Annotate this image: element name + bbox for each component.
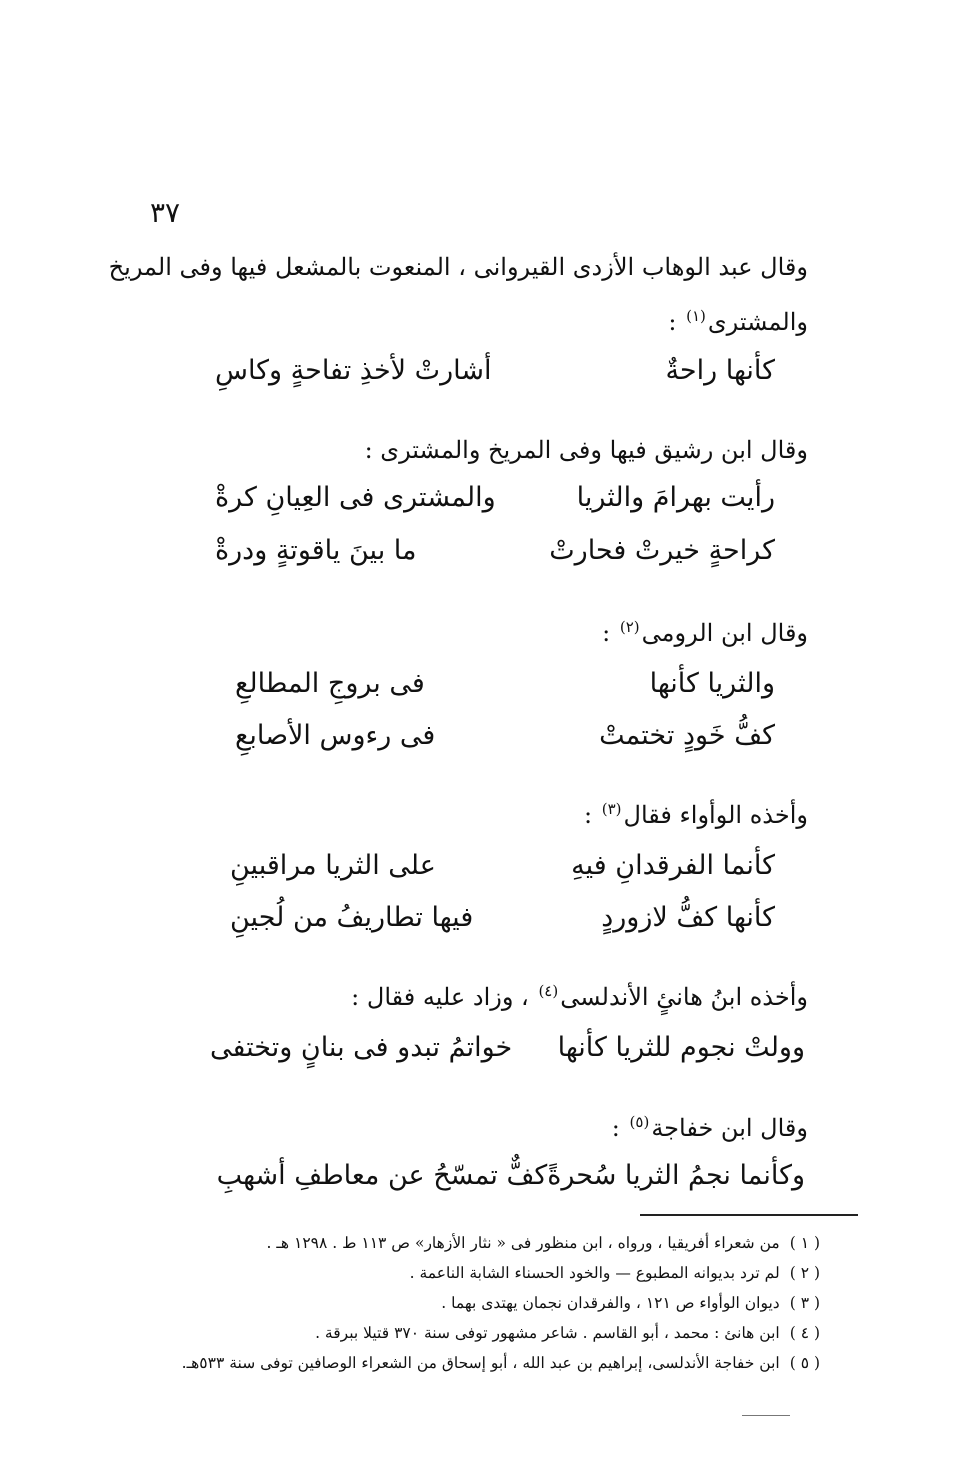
verse-hemistich: فى بروجِ المطالعِ xyxy=(235,668,425,699)
verse-hemistich: أشارتْ لأخذِ تفاحةٍ وكاسِ xyxy=(215,355,492,386)
verse-line xyxy=(216,1160,805,1191)
verse-line xyxy=(235,720,775,751)
footnote-number: ( ٤ ) xyxy=(789,1324,820,1342)
verse-hemistich: كأنما الفرقدانِ فيهِ xyxy=(571,850,775,881)
verse-line xyxy=(235,668,775,699)
footnote-marker: (٤) xyxy=(538,982,559,1000)
footnote xyxy=(315,1324,820,1342)
section-intro xyxy=(602,618,808,647)
intro-text: ، وزاد عليه فقال : xyxy=(351,983,529,1011)
intro-text: وقال ابن رشيق فيها وفى المريخ والمشترى : xyxy=(364,436,808,464)
footnote-divider xyxy=(640,1214,858,1216)
footnote-marker: (١) xyxy=(686,307,706,325)
footnote-text: من شعراء أفريقيا ، ورواه ، ابن منظور فى « نثار الأزهار» ص ١١٣ ط . ١٢٩٨ هـ . xyxy=(266,1234,780,1252)
verse-hemistich: كأنها كفُّ لازوردٍ xyxy=(601,902,775,933)
intro-colon: : xyxy=(668,308,677,336)
bottom-divider xyxy=(742,1415,790,1416)
verse-hemistich: والمشترى فى العِيانِ كرةْ xyxy=(215,482,496,513)
verse-hemistich: خواتمُ تبدو فى بنانٍ وتختفى xyxy=(210,1032,513,1063)
verse-hemistich: على الثريا مراقبينِ xyxy=(230,850,436,881)
footnote xyxy=(441,1294,820,1312)
intro-text: وأخذه ابنُ هانئٍ الأندلسى xyxy=(560,983,808,1011)
footnote-text: لم ترد بديوانه المطبوع — والخود الحسناء الشابة الناعمة . xyxy=(409,1264,780,1282)
verse-line xyxy=(210,1032,805,1063)
footnote-number: ( ٢ ) xyxy=(789,1264,820,1282)
intro-text: وقال ابن خفاجة xyxy=(651,1114,808,1142)
verse-line xyxy=(230,850,775,881)
intro-colon: : xyxy=(584,801,593,829)
section-intro xyxy=(351,982,808,1011)
intro-text: وأخذه الوأواء فقال xyxy=(623,801,808,829)
intro-text: والمشترى xyxy=(707,308,808,336)
footnote-text: ابن هانئ : محمد ، أبو القاسم . شاعر مشهور توفى سنة ٣٧٠ قتيلا ببرقة . xyxy=(315,1324,780,1342)
section-intro xyxy=(109,253,808,281)
intro-colon: : xyxy=(611,1114,620,1142)
verse-hemistich: ما بينَ ياقوتةٍ ودرةْ xyxy=(215,535,417,566)
footnote-marker: (٢) xyxy=(619,618,640,636)
section-intro xyxy=(584,800,808,829)
verse-line xyxy=(215,482,775,513)
verse-hemistich: كفُّ خَودٍ تختمتْ xyxy=(599,720,775,751)
intro-text: وقال ابن الرومى xyxy=(641,619,808,647)
footnote xyxy=(267,1234,820,1252)
section-intro xyxy=(612,1113,808,1142)
footnote-number: ( ٥ ) xyxy=(789,1354,820,1372)
footnote-marker: (٥) xyxy=(629,1113,650,1131)
footnote-number: ( ١ ) xyxy=(789,1234,820,1252)
verse-line xyxy=(215,535,775,566)
footnote-text: ديوان الوأواء ص ١٢١ ، والفرقدان نجمان يهتدى بهما . xyxy=(441,1294,780,1312)
section-intro xyxy=(365,436,808,464)
intro-text: وقال عبد الوهاب الأزدى القيروانى ، المنعوت بالمشعل فيها وفى المريخ xyxy=(108,253,808,281)
verse-hemistich: والثريا كأنها xyxy=(649,668,775,699)
verse-hemistich: وولتْ نجوم للثريا كأنها xyxy=(557,1032,805,1063)
verse-hemistich: كراحةٍ خيرتْ فحارتْ xyxy=(549,535,775,566)
page-number: ٣٧ xyxy=(150,196,181,229)
verse-line xyxy=(230,902,775,933)
footnote-text: ابن خفاجة الأندلسى، إبراهيم بن عبد الله ، أبو إسحاق من الشعراء الوصافين توفى سنة ٥٣٣هـ. xyxy=(181,1354,780,1372)
verse-hemistich: وكأنما نجمُ الثريا سُحرةً xyxy=(547,1160,805,1191)
verse-hemistich: فيها تطاريفُ من لُجينِ xyxy=(230,902,474,933)
verse-hemistich: فى رءوس الأصابعِ xyxy=(235,720,436,751)
footnote xyxy=(182,1354,820,1372)
verse-hemistich: كأنها راحةٌ xyxy=(665,355,775,386)
verse-hemistich: كفٌّ تمسّحُ عن معاطفِ أشهبِ xyxy=(216,1160,548,1191)
verse-hemistich: رأيت بهرامَ والثريا xyxy=(576,482,775,513)
section-intro-continued xyxy=(668,307,808,336)
footnote-marker: (٣) xyxy=(601,800,622,818)
verse-line xyxy=(215,355,775,386)
intro-colon: : xyxy=(602,619,611,647)
footnote-number: ( ٣ ) xyxy=(789,1294,820,1312)
footnote xyxy=(410,1264,820,1282)
